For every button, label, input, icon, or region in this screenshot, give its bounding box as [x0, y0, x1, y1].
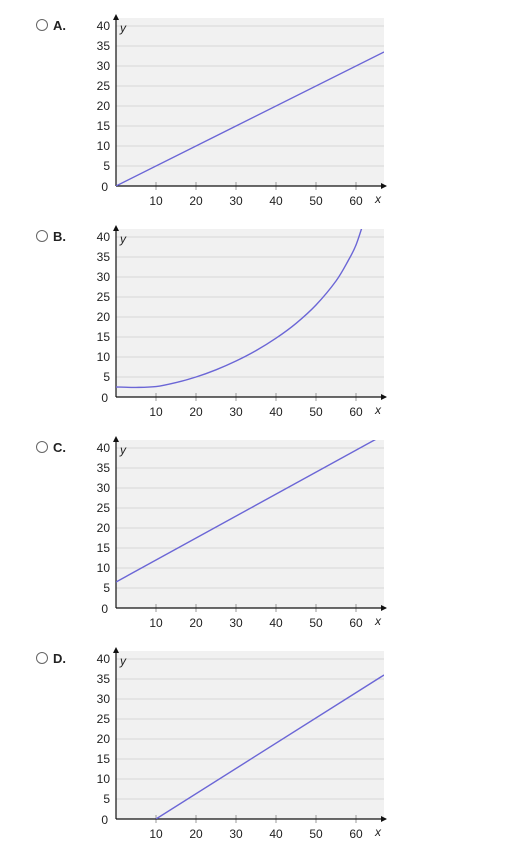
- option-a-radio[interactable]: [36, 19, 48, 31]
- y-axis-arrow: [113, 647, 119, 653]
- origin-label: 0: [101, 391, 108, 405]
- option-b-radio[interactable]: [36, 230, 48, 242]
- x-tick-label: 40: [269, 616, 283, 630]
- x-tick-label: 40: [269, 827, 283, 841]
- y-tick-label: 40: [96, 230, 110, 244]
- x-tick-label: 60: [349, 194, 363, 208]
- x-tick-label: 20: [189, 405, 203, 419]
- option-a[interactable]: [0, 0, 516, 210]
- y-tick-label: 15: [96, 330, 110, 344]
- y-tick-label: 30: [96, 270, 110, 284]
- y-tick-label: 5: [103, 792, 110, 806]
- x-tick-label: 30: [229, 827, 243, 841]
- x-tick-label: 50: [309, 616, 323, 630]
- x-tick-label: 60: [349, 827, 363, 841]
- option-d-label: D.: [53, 651, 66, 666]
- y-tick-label: 35: [96, 672, 110, 686]
- plot-area: [116, 229, 384, 397]
- x-axis-label: x: [375, 403, 381, 417]
- option-a-chart: [86, 12, 388, 208]
- plot-area: [116, 440, 384, 608]
- y-tick-label: 40: [96, 652, 110, 666]
- y-axis-label: y: [120, 21, 126, 35]
- y-tick-label: 35: [96, 250, 110, 264]
- y-axis-arrow: [113, 436, 119, 442]
- x-tick-label: 20: [189, 827, 203, 841]
- option-c[interactable]: [0, 422, 516, 632]
- plot-area: [116, 651, 384, 819]
- x-axis-label: x: [375, 825, 381, 839]
- y-axis-arrow: [113, 14, 119, 20]
- y-tick-label: 30: [96, 59, 110, 73]
- option-d[interactable]: [0, 633, 516, 843]
- x-tick-label: 30: [229, 405, 243, 419]
- x-tick-label: 30: [229, 194, 243, 208]
- y-tick-label: 25: [96, 712, 110, 726]
- y-tick-label: 10: [96, 139, 110, 153]
- x-tick-label: 10: [149, 827, 163, 841]
- y-tick-label: 15: [96, 119, 110, 133]
- x-tick-label: 30: [229, 616, 243, 630]
- x-tick-label: 20: [189, 616, 203, 630]
- origin-label: 0: [101, 602, 108, 616]
- y-tick-label: 30: [96, 481, 110, 495]
- x-tick-label: 60: [349, 616, 363, 630]
- y-tick-label: 40: [96, 441, 110, 455]
- x-tick-label: 20: [189, 194, 203, 208]
- option-b-chart: [86, 223, 388, 419]
- y-tick-label: 35: [96, 39, 110, 53]
- x-tick-label: 50: [309, 405, 323, 419]
- y-tick-label: 25: [96, 79, 110, 93]
- x-tick-label: 40: [269, 405, 283, 419]
- y-tick-label: 5: [103, 159, 110, 173]
- y-axis-label: y: [120, 443, 126, 457]
- y-tick-label: 10: [96, 561, 110, 575]
- option-d-radio[interactable]: [36, 652, 48, 664]
- option-c-radio[interactable]: [36, 441, 48, 453]
- y-tick-label: 5: [103, 370, 110, 384]
- y-tick-label: 25: [96, 501, 110, 515]
- x-tick-label: 10: [149, 194, 163, 208]
- x-tick-label: 50: [309, 827, 323, 841]
- x-tick-label: 10: [149, 405, 163, 419]
- option-c-chart: [86, 434, 388, 630]
- option-a-label: A.: [53, 18, 66, 33]
- y-tick-label: 35: [96, 461, 110, 475]
- option-c-label: C.: [53, 440, 66, 455]
- y-tick-label: 20: [96, 99, 110, 113]
- y-axis-label: y: [120, 232, 126, 246]
- y-tick-label: 20: [96, 521, 110, 535]
- y-axis-arrow: [113, 225, 119, 231]
- y-tick-label: 15: [96, 752, 110, 766]
- y-tick-label: 30: [96, 692, 110, 706]
- y-tick-label: 20: [96, 732, 110, 746]
- x-tick-label: 50: [309, 194, 323, 208]
- plot-area: [116, 18, 384, 186]
- y-tick-label: 10: [96, 350, 110, 364]
- x-tick-label: 60: [349, 405, 363, 419]
- y-tick-label: 40: [96, 19, 110, 33]
- option-b-label: B.: [53, 229, 66, 244]
- y-tick-label: 15: [96, 541, 110, 555]
- y-tick-label: 20: [96, 310, 110, 324]
- x-tick-label: 10: [149, 616, 163, 630]
- x-axis-label: x: [375, 614, 381, 628]
- x-tick-label: 40: [269, 194, 283, 208]
- y-axis-label: y: [120, 654, 126, 668]
- origin-label: 0: [101, 813, 108, 827]
- option-d-chart: [86, 645, 388, 841]
- origin-label: 0: [101, 180, 108, 194]
- y-tick-label: 25: [96, 290, 110, 304]
- x-axis-label: x: [375, 192, 381, 206]
- option-b[interactable]: [0, 211, 516, 421]
- y-tick-label: 5: [103, 581, 110, 595]
- y-tick-label: 10: [96, 772, 110, 786]
